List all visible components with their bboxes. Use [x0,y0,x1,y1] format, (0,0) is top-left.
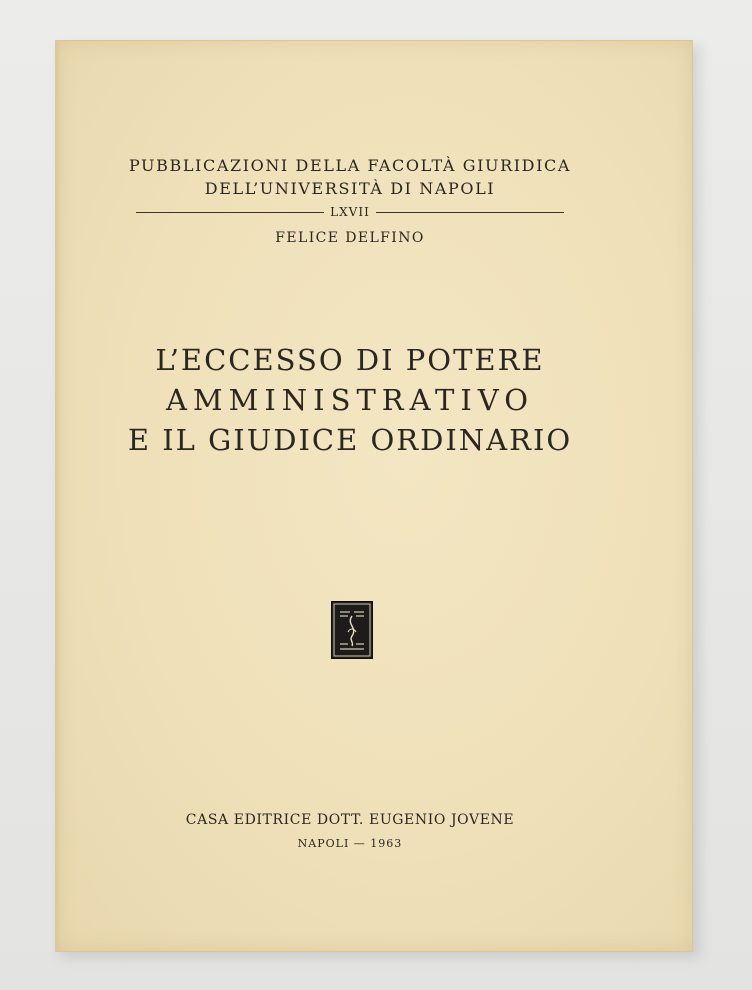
series-line-1: PUBBLICAZIONI DELLA FACOLTÀ GIURIDICA [128,156,572,175]
volume-number: LXVII [330,205,370,219]
volume-rule [136,204,564,220]
emblem-graphic [332,602,372,658]
series-line-2: DELL’UNIVERSITÀ DI NAPOLI [204,179,496,198]
title-line-3: E IL GIUDICE ORDINARIO [127,423,573,457]
publisher-name: CASA EDITRICE DOTT. EUGENIO JOVENE [185,812,515,828]
place-year: NAPOLI — 1963 [297,837,403,850]
series-title [0,154,726,200]
author-name: FELICE DELFINO [275,230,425,246]
rule-right [376,212,564,213]
title-line-1: L’ECCESSO DI POTERE [155,343,545,377]
publisher-block [0,808,726,856]
title-line-2: AMMINISTRATIVO [165,383,535,417]
rule-left [136,212,324,213]
publisher-emblem-icon [331,601,373,659]
book-title [0,340,726,460]
